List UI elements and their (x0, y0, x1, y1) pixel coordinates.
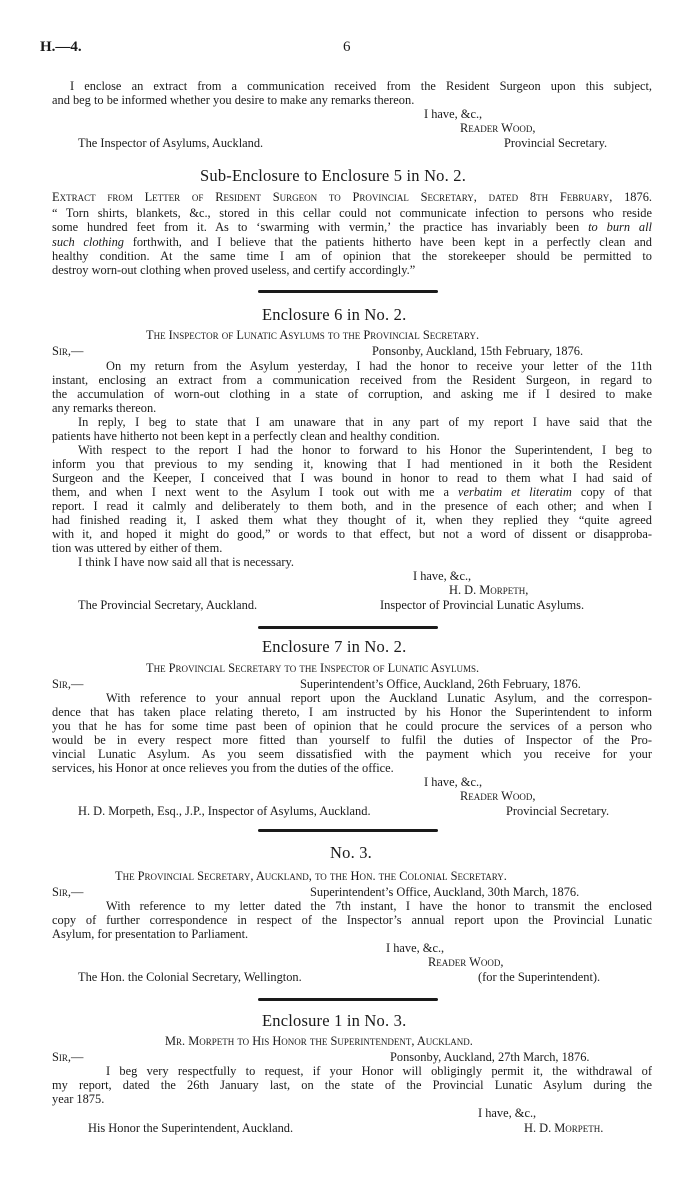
addressee: H. D. Morpeth, Esq., J.P., Inspector of Asylums, Auckland. (78, 804, 371, 818)
paragraph-line: I enclose an extract from a communication received from the Resident Surgeon upon this subject, (70, 79, 652, 93)
paragraph-line: services, his Honor at once relieves you from the duties of the office. (52, 761, 394, 775)
paragraph-line: patients have hitherto not been kept in a perfectly clean and healthy condition. (52, 429, 440, 443)
paragraph-line: inform you that previous to my sending it, knowing that I had mentioned in it both the Resident (52, 457, 652, 471)
signature-title: Provincial Secretary. (504, 136, 608, 150)
paragraph-line: report. I read it calmly and deliberately to them both, and in the presence of each other; and when I (52, 499, 652, 513)
paragraph-line: On my return from the Asylum yesterday, I had the honor to receive your letter of the 11th (106, 359, 652, 373)
paragraph-line: Asylum, for presentation to Parliament. (52, 927, 249, 941)
addressee: His Honor the Superintendent, Auckland. (88, 1121, 294, 1135)
signature: H. D. Morpeth. (524, 1121, 604, 1135)
salutation: Sir,— (52, 885, 84, 899)
signature-title: Provincial Secretary. (506, 804, 610, 818)
paragraph-line: them, and when I next went to the Asylum I took out with me a verbatim et literatim copy of that (52, 485, 652, 499)
closing-formula: I have, &c., (413, 569, 472, 583)
closing-formula: I have, &c., (424, 775, 483, 789)
section-divider (258, 998, 438, 1001)
paragraph-line: In reply, I beg to state that I am unaware that in any part of my report I have said that the (78, 415, 652, 429)
signature: Reader Wood, (460, 789, 536, 803)
salutation: Sir,— (52, 344, 84, 358)
paragraph-line: any remarks thereon. (52, 401, 157, 415)
paragraph-line: such clothing forthwith, and I believe that the patients hitherto have been kept in a perfectly clean and (52, 235, 653, 249)
letter-subtitle: The Provincial Secretary to the Inspector of Lunatic Asylums. (146, 661, 480, 675)
paragraph-line: vincial Lunatic Asylum. As you seem dissatisfied with the payment which you receive for your (52, 747, 652, 761)
paragraph-line: “ Torn shirts, blankets, &c., stored in this cellar could not communicate infection to persons who reside (52, 206, 652, 220)
section-heading: Sub-Enclosure to Enclosure 5 in No. 2. (200, 166, 467, 185)
signature-title: Inspector of Provincial Lunatic Asylums. (380, 598, 585, 612)
paragraph-line: with it, and hoped it might do good,” or words to that effect, but not a word of dissent or disapproba- (52, 527, 652, 541)
paragraph-line: copy of further correspondence in respect of the Inspector’s annual report upon the Provincial Lunatic (52, 913, 652, 927)
section-heading: No. 3. (330, 843, 372, 862)
page-number: 6 (343, 39, 351, 55)
addressee: The Inspector of Asylums, Auckland. (78, 136, 264, 150)
paragraph-line: destroy worn-out clothing when proved useless, and certify accordingly.” (52, 263, 416, 277)
paragraph-line: dence that has taken place relating thereto, I am instructed by his Honor the Superintendent to inform (52, 705, 652, 719)
paragraph-line: some hundred feet from it. As to ‘swarming with vermin,’ the practice has invariably been to burn all (52, 220, 652, 234)
closing-formula: I have, &c., (424, 107, 483, 121)
section-heading: Enclosure 7 in No. 2. (262, 637, 407, 656)
paragraph-line: had finished reading it, I asked them what they thought of it, when they replied they “quite agreed (52, 513, 652, 527)
paragraph-line: and beg to be informed whether you desire to make any remarks thereon. (52, 93, 415, 107)
paragraph-line: would be in every respect more fitted than yourself to fulfil the duties of Inspector of the Pro- (52, 733, 652, 747)
section-heading: Enclosure 6 in No. 2. (262, 305, 407, 324)
addressee: The Provincial Secretary, Auckland. (78, 598, 258, 612)
addressee: The Hon. the Colonial Secretary, Wellington. (78, 970, 302, 984)
paragraph-line: instant, enclosing an extract from a communication received from the Resident Surgeon, in regard to (52, 373, 652, 387)
signature: H. D. Morpeth, (449, 583, 529, 597)
salutation: Sir,— (52, 1050, 84, 1064)
section-heading: Enclosure 1 in No. 3. (262, 1011, 407, 1030)
section-divider (258, 290, 438, 293)
paragraph-line: With reference to my letter dated the 7th instant, I have the honor to transmit the enclosed (106, 899, 652, 913)
closing-formula: I have, &c., (386, 941, 445, 955)
letter-subtitle: Mr. Morpeth to His Honor the Superintendent, Auckland. (165, 1034, 473, 1048)
signature-title: (for the Superintendent). (478, 970, 601, 984)
paragraph-line: tion was uttered by either of them. (52, 541, 223, 555)
extract-title: Extract from Letter of Resident Surgeon to Provincial Secretary, dated 8th February, 1876. (52, 190, 652, 204)
signature: Reader Wood, (428, 955, 504, 969)
salutation: Sir,— (52, 677, 84, 691)
section-divider (258, 829, 438, 832)
paragraph-line: I think I have now said all that is necessary. (78, 555, 294, 569)
paragraph-line: Surgeon and the Keeper, I conceived that I was bound in honor to read to them what I had said of (52, 471, 652, 485)
closing-formula: I have, &c., (478, 1106, 537, 1120)
place-date: Superintendent’s Office, Auckland, 26th February, 1876. (300, 677, 581, 691)
paragraph-line: With reference to your annual report upon the Auckland Lunatic Asylum, and the correspon- (106, 691, 652, 705)
letter-subtitle: The Inspector of Lunatic Asylums to the Provincial Secretary. (146, 328, 480, 342)
document-reference: H.—4. (40, 39, 82, 55)
place-date: Ponsonby, Auckland, 15th February, 1876. (372, 344, 584, 358)
section-divider (258, 626, 438, 629)
place-date: Ponsonby, Auckland, 27th March, 1876. (390, 1050, 590, 1064)
paragraph-line: you that he has for some time past been of opinion that he could procure the services of a person who (52, 719, 652, 733)
paragraph-line: year 1875. (52, 1092, 105, 1106)
paragraph-line: With respect to the report I had the honor to forward to his Honor the Superintendent, I beg to (78, 443, 652, 457)
paragraph-line: the accumulation of worn-out clothing in a state of corruption, and asking me if I desired to make (52, 387, 652, 401)
signature: Reader Wood, (460, 121, 536, 135)
paragraph-line: I beg very respectfully to request, if your Honor will obligingly permit it, the withdrawal of (106, 1064, 652, 1078)
letter-subtitle: The Provincial Secretary, Auckland, to the Hon. the Colonial Secretary. (115, 869, 507, 883)
paragraph-line: healthy condition. At the same time I am of opinion that the storekeeper should be permitted to (52, 249, 652, 263)
paragraph-line: my report, dated the 26th January last, on the state of the Provincial Lunatic Asylum during the (52, 1078, 652, 1092)
place-date: Superintendent’s Office, Auckland, 30th March, 1876. (310, 885, 580, 899)
